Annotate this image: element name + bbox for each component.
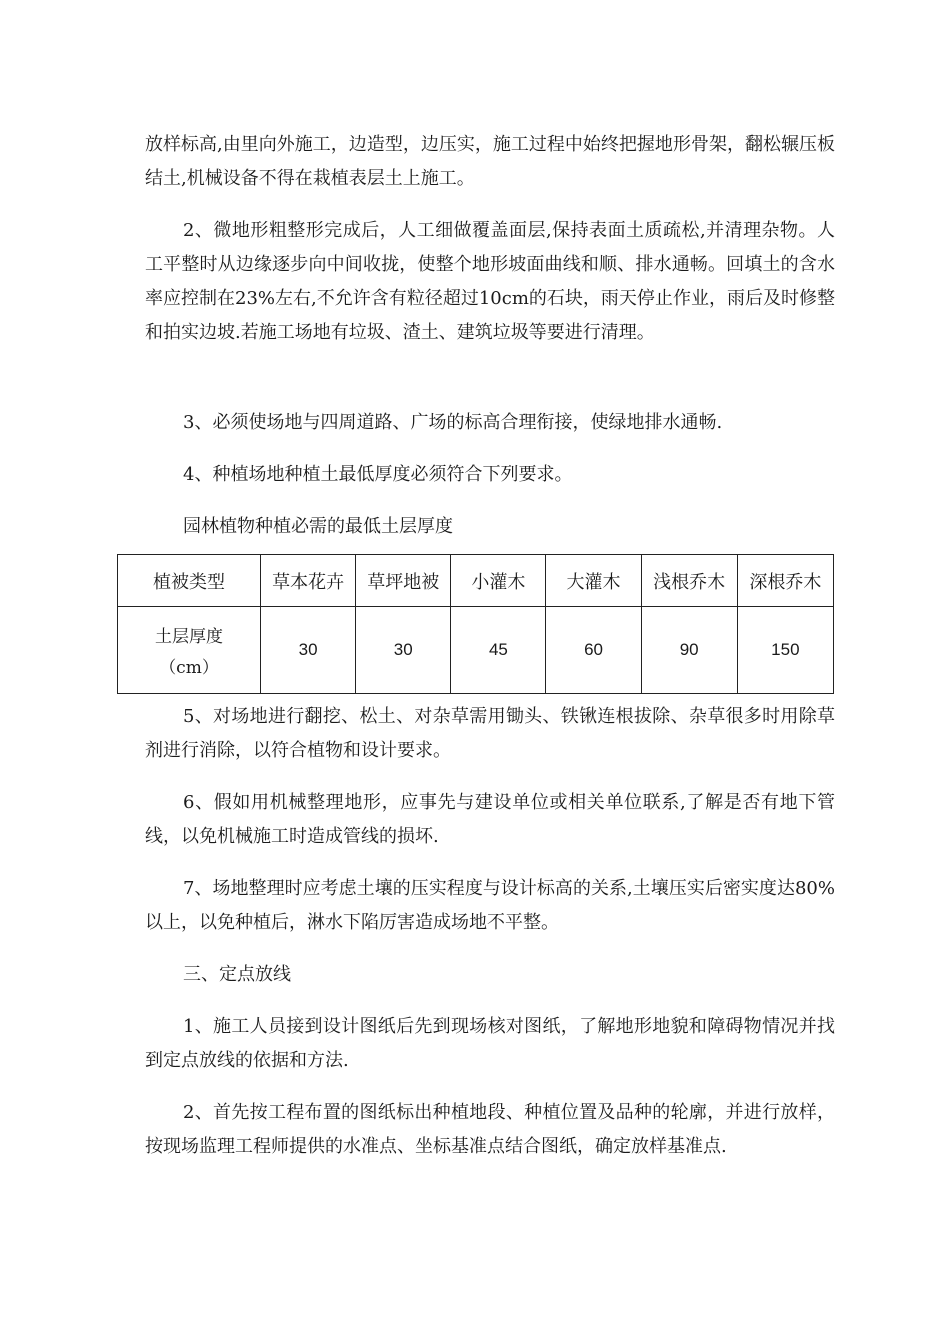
- soil-thickness-table: [117, 554, 834, 694]
- header-cell-label: 植被类型: [118, 555, 261, 607]
- table-header-row: [118, 555, 834, 607]
- paragraph-setout-1: 1、施工人员接到设计图纸后先到现场核对图纸，了解地形地貌和障碍物情况并找到定点放线的依据和方法.: [145, 1016, 835, 1071]
- header-cell: 浅根乔木: [641, 555, 737, 607]
- section-heading: 三、定点放线: [183, 964, 291, 985]
- paragraph-item-4: 4、种植场地种植土最低厚度必须符合下列要求。: [183, 464, 573, 485]
- table-cell: 30: [356, 607, 451, 694]
- row-label-line2: （cm）: [159, 658, 219, 678]
- table-cell: 60: [546, 607, 641, 694]
- paragraph-item-2: 2、微地形粗整形完成后，人工细做覆盖面层,保持表面土质疏松,并清理杂物。人工平整时从边缘逐步向中间收拢，使整个地形坡面曲线和顺、排水通畅。回填土的含水率应控制在23%左右,不允许含有粒径超过10cm的石块，雨天停止作业，雨后及时修整和拍实边坡.若施工场地有垃圾、渣土、建筑垃圾等要进行清理。: [145, 220, 835, 343]
- header-cell: 草坪地被: [356, 555, 451, 607]
- paragraph-item-3: 3、必须使场地与四周道路、广场的标高合理衔接，使绿地排水通畅.: [183, 412, 723, 433]
- table-cell: 45: [451, 607, 546, 694]
- header-cell: 大灌木: [546, 555, 641, 607]
- header-cell: 小灌木: [451, 555, 546, 607]
- paragraph-continuation: 放样标高,由里向外施工，边造型，边压实，施工过程中始终把握地形骨架，翻松辗压板结土,机械设备不得在栽植表层土上施工。: [145, 134, 835, 189]
- table-row: [118, 607, 834, 694]
- paragraph-item-7: 7、场地整理时应考虑土壤的压实程度与设计标高的关系,土壤压实后密实度达80%以上，以免种植后，淋水下陷厉害造成场地不平整。: [145, 878, 835, 933]
- row-label-cell: [118, 607, 261, 694]
- header-cell: 草本花卉: [261, 555, 356, 607]
- paragraph-setout-2: 2、首先按工程布置的图纸标出种植地段、种植位置及品种的轮廓，并进行放样，按现场监理工程师提供的水准点、坐标基准点结合图纸，确定放样基准点.: [145, 1102, 835, 1157]
- header-cell: 深根乔木: [737, 555, 833, 607]
- table-cell: 90: [641, 607, 737, 694]
- paragraph-item-6: 6、假如用机械整理地形，应事先与建设单位或相关单位联系,了解是否有地下管线，以免机械施工时造成管线的损坏.: [145, 792, 835, 847]
- table-caption: 园林植物种植必需的最低土层厚度: [183, 516, 453, 537]
- table-cell: 30: [261, 607, 356, 694]
- row-label-line1: 土层厚度: [155, 627, 224, 647]
- paragraph-item-5: 5、对场地进行翻挖、松土、对杂草需用锄头、铁锹连根拔除、杂草很多时用除草剂进行消除，以符合植物和设计要求。: [145, 706, 835, 761]
- table-cell: 150: [737, 607, 833, 694]
